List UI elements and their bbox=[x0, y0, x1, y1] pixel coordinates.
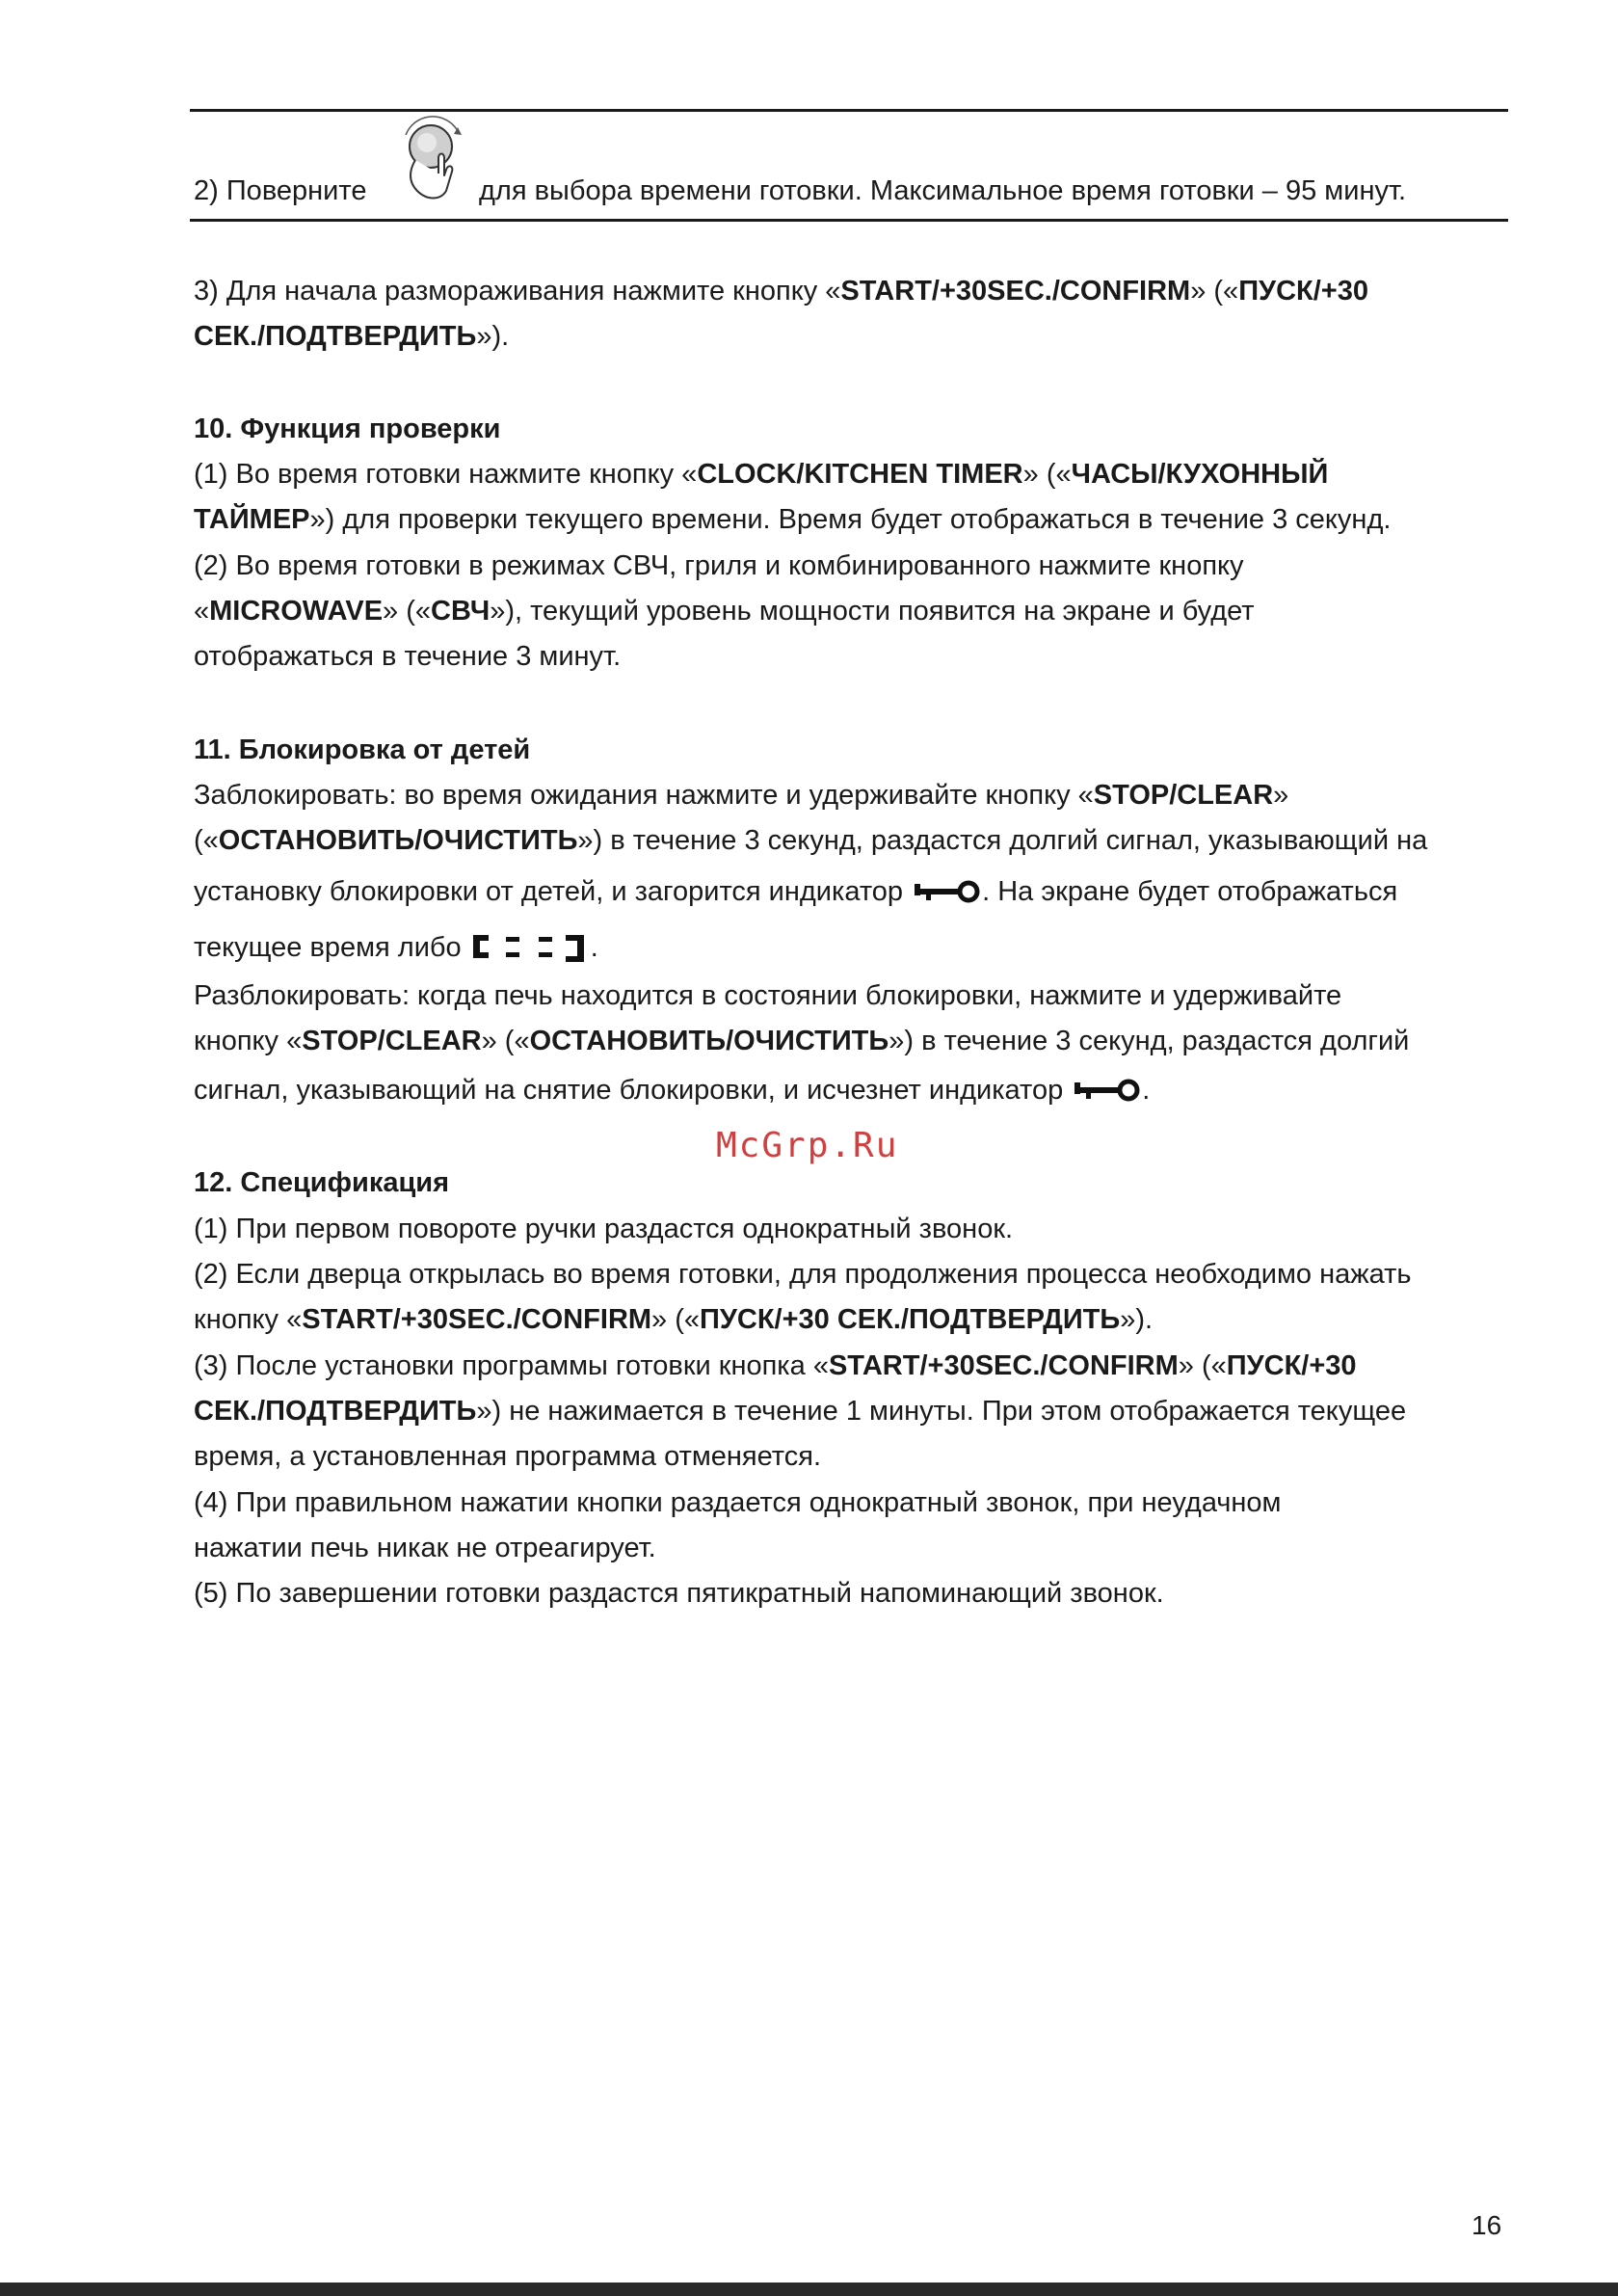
step3-line-1 bbox=[194, 272, 1368, 310]
section11-line-4 bbox=[194, 928, 598, 967]
button-name-stop: STOP/CLEAR bbox=[302, 1026, 482, 1056]
text: Заблокировать: во время ожидания нажмите и удерживайте кнопку « bbox=[194, 780, 1094, 811]
section11-line-1 bbox=[194, 776, 1288, 814]
text: (1) Во время готовки нажмите кнопку « bbox=[194, 459, 698, 490]
section12-line-3 bbox=[194, 1300, 1153, 1339]
text: » (« bbox=[481, 1026, 530, 1056]
text: »), текущий уровень мощности появится на экране и будет bbox=[490, 596, 1255, 627]
section12-line-7: (4) При правильном нажатии кнопки раздается однократный звонок, при неудачном bbox=[194, 1487, 1282, 1518]
text: » (« bbox=[1178, 1350, 1227, 1381]
child-lock-key-icon bbox=[1071, 1077, 1142, 1106]
step2-line bbox=[194, 172, 366, 210]
text: текущее время либо bbox=[194, 932, 462, 963]
child-lock-key-icon bbox=[911, 878, 982, 907]
section12-line-2: (2) Если дверца открылась во время готовки, для продолжения процесса необходимо нажать bbox=[194, 1259, 1412, 1290]
text: установку блокировки от детей, и загорится индикатор bbox=[194, 876, 904, 907]
knob-turn-icon bbox=[398, 114, 467, 210]
text: 3) Для начала размораживания нажмите кнопку « bbox=[194, 276, 841, 307]
section11-line-6 bbox=[194, 1022, 1409, 1060]
text: . На экране будет отображаться bbox=[982, 876, 1398, 907]
text: ») в течение 3 секунд, раздастся долгий сигнал, указывающий на bbox=[577, 825, 1428, 856]
section10-heading: 10. Функция проверки bbox=[194, 414, 501, 444]
text: » (« bbox=[1022, 459, 1072, 490]
button-name-taimer: ТАЙМЕР bbox=[194, 504, 310, 535]
section10-line-4 bbox=[194, 592, 1255, 630]
section11-heading: 11. Блокировка от детей bbox=[194, 734, 531, 765]
text: . bbox=[1142, 1075, 1151, 1106]
button-name-pusk: ПУСК/+30 СЕК./ПОДТВЕРДИТЬ bbox=[700, 1304, 1121, 1335]
text: »). bbox=[476, 321, 510, 352]
section10-line-2 bbox=[194, 500, 1391, 539]
button-name-podtverdit: СЕК./ПОДТВЕРДИТЬ bbox=[194, 1396, 477, 1427]
text: (« bbox=[194, 825, 219, 856]
section10-line-3: (2) Во время готовки в режимах СВЧ, гриля и комбинированного нажмите кнопку bbox=[194, 550, 1244, 581]
button-name-microwave: MICROWAVE bbox=[209, 596, 384, 627]
step2-prefix: 2) Поверните bbox=[194, 175, 367, 206]
button-name-start: START/+30SEC./CONFIRM bbox=[840, 276, 1191, 307]
button-name-start: START/+30SEC./CONFIRM bbox=[302, 1304, 652, 1335]
section12-heading: 12. Спецификация bbox=[194, 1167, 450, 1198]
page-number: 16 bbox=[1472, 2210, 1502, 2240]
section12-line-4 bbox=[194, 1347, 1357, 1385]
button-name-pusk: ПУСК/+30 bbox=[1226, 1350, 1357, 1381]
step2-suffix: для выбора времени готовки. Максимальное время готовки – 95 минут. bbox=[479, 175, 1407, 206]
text: » bbox=[1273, 780, 1289, 811]
section10-line-5: отображаться в течение 3 минут. bbox=[194, 641, 622, 672]
section12-line-1: (1) При первом повороте ручки раздастся однократный звонок. bbox=[194, 1214, 1014, 1244]
button-name-chasy: ЧАСЫ/КУХОННЫЙ bbox=[1071, 459, 1329, 490]
button-name-pusk: ПУСК/+30 bbox=[1238, 276, 1368, 307]
text: » (« bbox=[651, 1304, 701, 1335]
text: ») не нажимается в течение 1 минуты. При этом отображается текущее bbox=[476, 1396, 1407, 1427]
bottom-edge-bar bbox=[0, 2283, 1618, 2296]
watermark: McGrp.Ru bbox=[716, 1126, 899, 1165]
section12-line-9: (5) По завершении готовки раздастся пятикратный напоминающий звонок. bbox=[194, 1578, 1164, 1609]
section11-line-5: Разблокировать: когда печь находится в состоянии блокировки, нажмите и удерживайте bbox=[194, 980, 1342, 1011]
step2-underline-rule bbox=[190, 219, 1508, 222]
button-name-clock: CLOCK/KITCHEN TIMER bbox=[697, 459, 1023, 490]
button-name-stop: STOP/CLEAR bbox=[1093, 780, 1274, 811]
text: кнопку « bbox=[194, 1304, 303, 1335]
section11-line-7 bbox=[194, 1071, 1150, 1109]
text: » (« bbox=[383, 596, 432, 627]
step2-suffix-line bbox=[479, 172, 1406, 210]
text: кнопку « bbox=[194, 1026, 303, 1056]
section12-line-8: нажатии печь никак не отреагирует. bbox=[194, 1533, 656, 1563]
text: (3) После установки программы готовки кнопка « bbox=[194, 1350, 829, 1381]
section10-line-1 bbox=[194, 455, 1328, 494]
section12-line-6: время, а установленная программа отменяется. bbox=[194, 1441, 822, 1472]
button-name-ostanovit: ОСТАНОВИТЬ/ОЧИСТИТЬ bbox=[529, 1026, 889, 1056]
text: » (« bbox=[1190, 276, 1239, 307]
button-name-podtverdit: СЕК./ПОДТВЕРДИТЬ bbox=[194, 321, 477, 352]
text: ») для проверки текущего времени. Время будет отображаться в течение 3 секунд. bbox=[309, 504, 1392, 535]
text: »). bbox=[1120, 1304, 1154, 1335]
step3-line-2 bbox=[194, 317, 509, 356]
text: « bbox=[194, 596, 210, 627]
text: ») в течение 3 секунд, раздастся долгий bbox=[889, 1026, 1410, 1056]
button-name-start: START/+30SEC./CONFIRM bbox=[828, 1350, 1179, 1381]
text: . bbox=[590, 932, 598, 963]
section12-line-5 bbox=[194, 1392, 1406, 1430]
button-name-svch: СВЧ bbox=[431, 596, 491, 627]
section11-line-2 bbox=[194, 821, 1427, 860]
text: сигнал, указывающий на снятие блокировки, и исчезнет индикатор bbox=[194, 1075, 1064, 1106]
button-name-ostanovit: ОСТАНОВИТЬ/ОЧИСТИТЬ bbox=[218, 825, 578, 856]
lock-display-dashes-icon bbox=[469, 931, 591, 966]
section11-line-3 bbox=[194, 872, 1397, 911]
top-rule bbox=[190, 109, 1508, 112]
